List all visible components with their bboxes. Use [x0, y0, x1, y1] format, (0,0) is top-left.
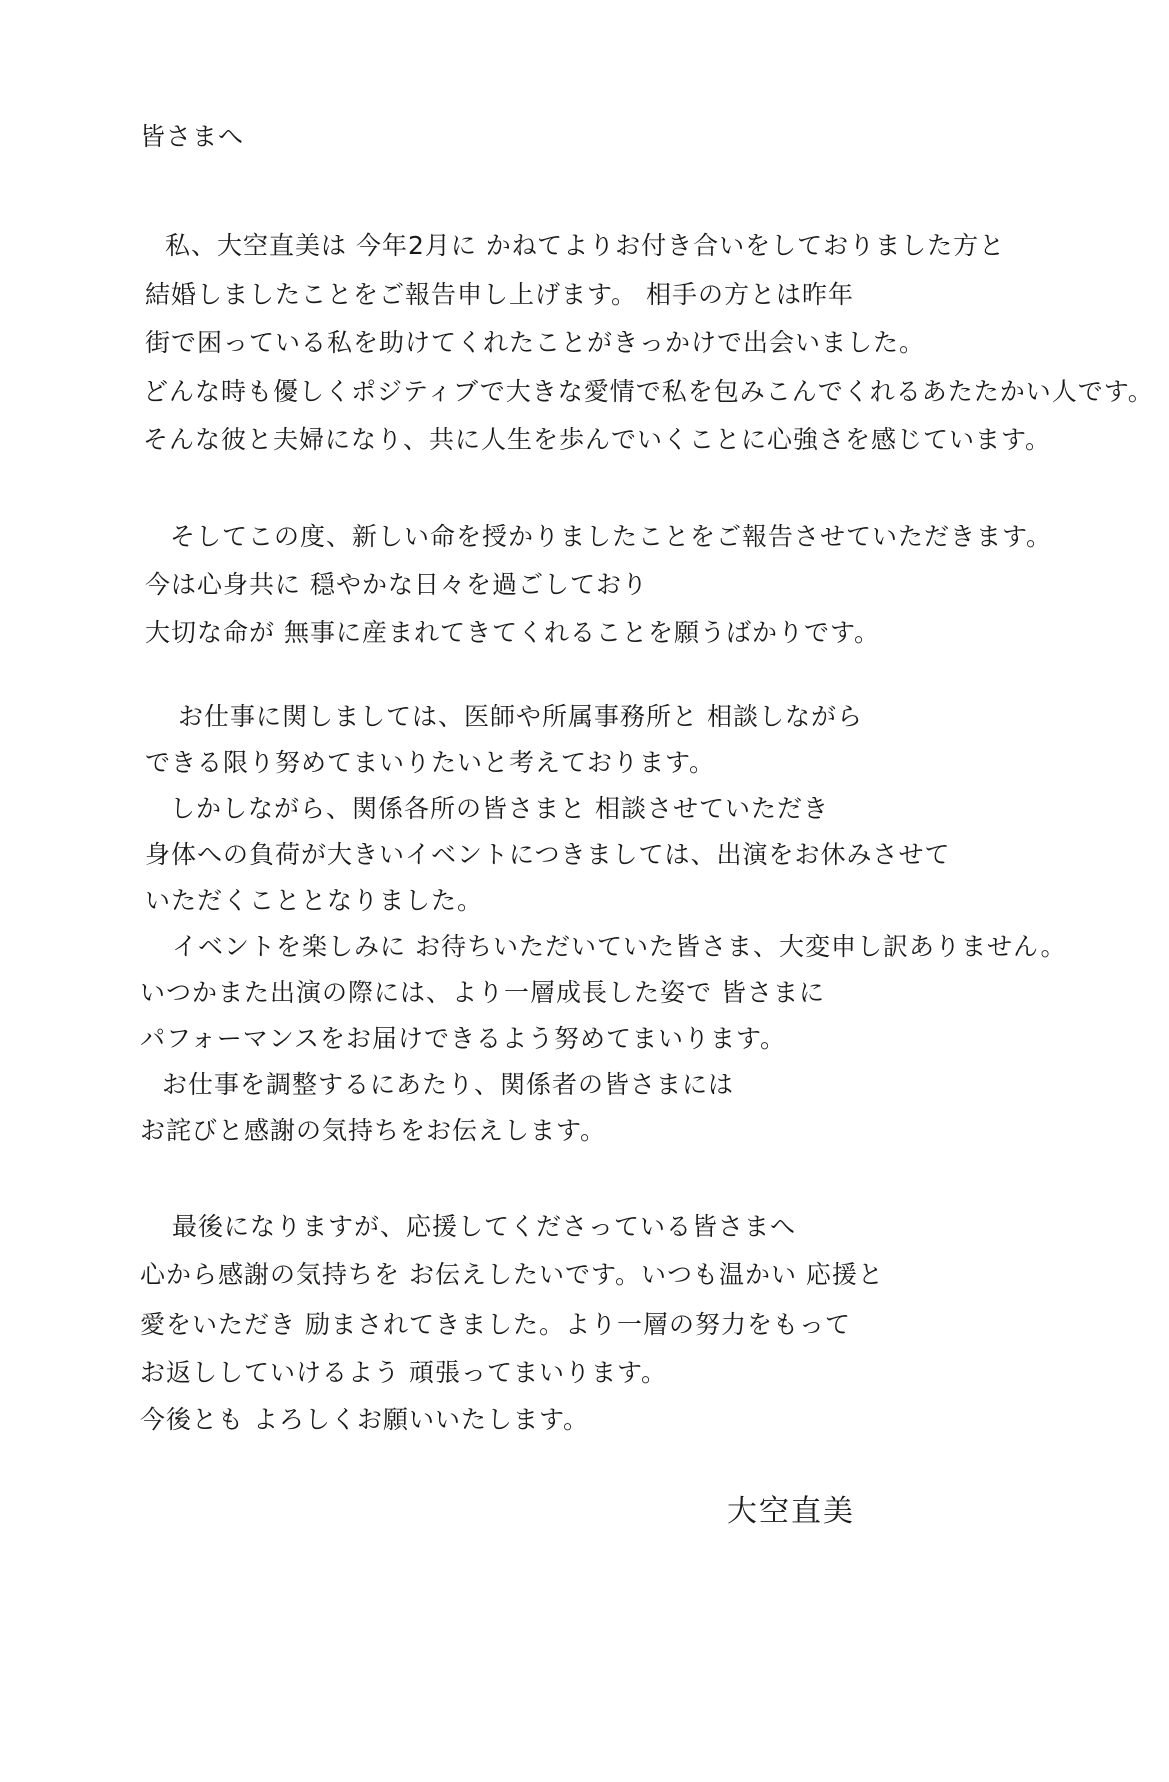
salutation: 皆さまへ [140, 122, 245, 151]
letter-line: 心から感謝の気持ちを お伝えしたいです。いつも温かい 応援と [140, 1260, 884, 1289]
letter-line: 街で困っている私を助けてくれたことがきっかけで出会いました。 [145, 328, 926, 357]
letter-line: お返ししていけるよう 頑張ってまいります。 [140, 1358, 667, 1387]
letter-line: 愛をいただき 励まされてきました。より一層の努力をもって [140, 1310, 851, 1339]
letter-line: パフォーマンスをお届けできるよう努めてまいります。 [140, 1024, 787, 1053]
letter-line: いつかまた出演の際には、より一層成長した姿で 皆さまに [140, 978, 825, 1007]
letter-line: そしてこの度、新しい命を授かりましたことをご報告させていただきます。 [170, 522, 1053, 551]
letter-line: 身体への負荷が大きいイベントにつきましては、出演をお休みさせて [145, 840, 951, 869]
letter-line: 今は心身共に 穏やかな日々を過ごしており [145, 570, 648, 599]
signature: 大空直美 [727, 1494, 855, 1529]
letter-line: 最後になりますが、応援してくださっている皆さまへ [172, 1212, 797, 1241]
letter-line: いただくこととなりました。 [145, 886, 484, 915]
letter-line: お仕事を調整するにあたり、関係者の皆さまには [162, 1070, 735, 1099]
letter-line: しかしながら、関係各所の皆さまと 相談させていただき [170, 794, 829, 823]
letter-line: お仕事に関しましては、医師や所属事務所と 相談しながら [178, 702, 863, 731]
letter-line: お詫びと感謝の気持ちをお伝えします。 [140, 1116, 607, 1145]
letter-line: 結婚しましたことをご報告申し上げます。 相手の方とは昨年 [145, 280, 854, 309]
letter-line: 私、大空直美は 今年2月に かねてよりお付き合いをしておりました方と [165, 231, 1006, 260]
letter-line: イベントを楽しみに お待ちいただいていた皆さま、大変申し訳ありません。 [172, 932, 1067, 961]
letter-line: どんな時も優しくポジティブで大きな愛情で私を包みこんでくれるあたたかい人です。 [143, 377, 1154, 406]
letter-line: 大切な命が 無事に産まれてきてくれることを願うばかりです。 [145, 618, 880, 647]
letter-line: 今後とも よろしくお願いいたします。 [140, 1405, 589, 1434]
letter-line: できる限り努めてまいりたいと考えております。 [145, 748, 716, 777]
letter-line: そんな彼と夫婦になり、共に人生を歩んでいくことに心強さを感じています。 [143, 425, 1052, 454]
